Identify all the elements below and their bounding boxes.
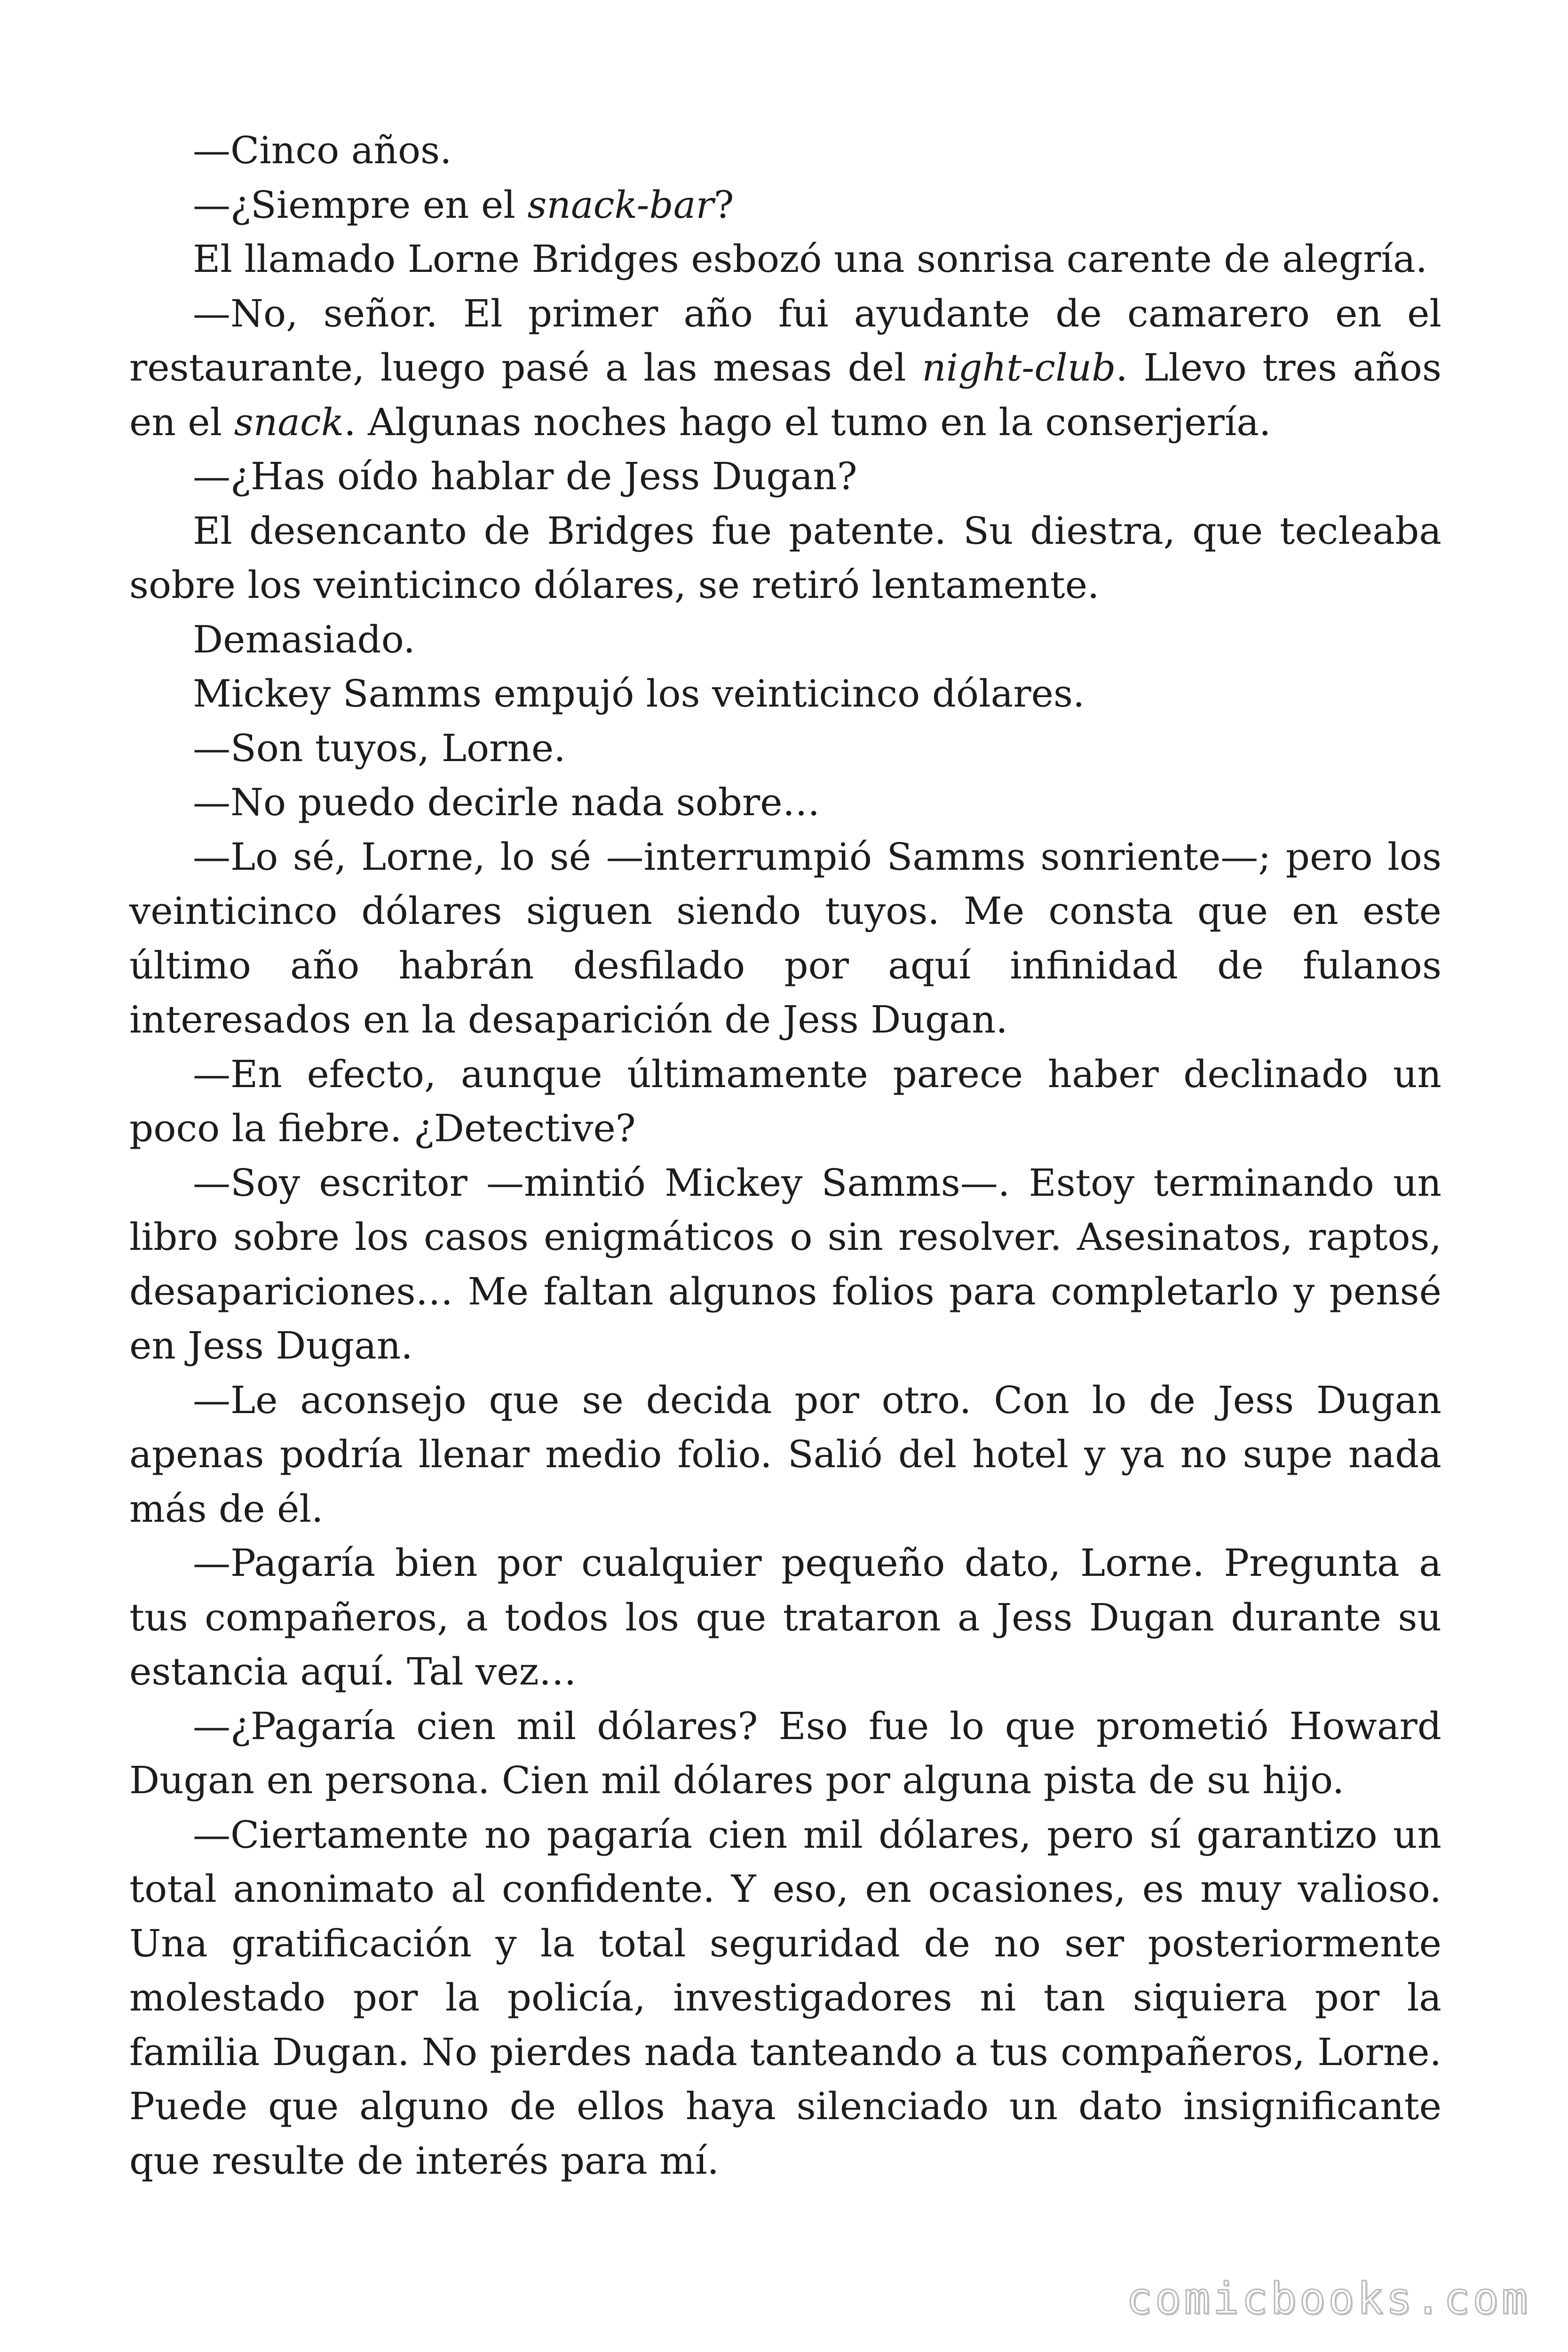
text-run: —Le aconsejo que se decida por otro. Con lo de Jess Dugan apenas podría llenar medio folio. Salió del hotel y ya no supe nada más de él. [129, 1378, 1441, 1531]
paragraph [129, 775, 1441, 830]
paragraph [129, 667, 1441, 721]
text-run: —Son tuyos, Lorne. [193, 726, 566, 770]
paragraph [129, 830, 1441, 1047]
paragraph [129, 449, 1441, 504]
text-run: —¿Pagaría cien mil dólares? Eso fue lo que prometió Howard Dugan en persona. Cien mil dólares por alguna pista de su hijo. [129, 1704, 1441, 1802]
text-run: —Soy escritor —mintió Mickey Samms—. Estoy terminando un libro sobre los casos enigmáticos o sin resolver. Asesinatos, raptos, desapariciones… Me faltan algunos folios para completarlo y pensé en Jess Dugan. [129, 1160, 1441, 1367]
paragraph [129, 123, 1441, 178]
paragraph [129, 721, 1441, 776]
text-run: Demasiado. [193, 617, 415, 661]
text-run: Mickey Samms empujó los veinticinco dólares. [193, 672, 1085, 715]
text-run: El llamado Lorne Bridges esbozó una sonrisa carente de alegría. [193, 237, 1428, 281]
paragraph [129, 1373, 1441, 1536]
text-run: —No puedo decirle nada sobre… [193, 780, 820, 824]
paragraph [129, 178, 1441, 232]
paragraph [129, 1808, 1441, 2188]
text-run: —Pagaría bien por cualquier pequeño dato, Lorne. Pregunta a tus compañeros, a todos los que trataron a Jess Dugan durante su estancia aquí. Tal vez… [129, 1541, 1441, 1693]
text-run: —Cinco años. [193, 128, 452, 172]
italic-text: snack-bar [527, 183, 714, 227]
paragraph [129, 1047, 1441, 1156]
text-run: . Llevo tres años en el [129, 346, 1441, 444]
text-run: —Ciertamente no pagaría cien mil dólares, pero sí garantizo un total anonimato al confidente. Y eso, en ocasiones, es muy valioso. Una gratificación y la total seguridad de no ser posteriormente molestado por la policía, investigadores ni tan siquiera por la familia Dugan. No pierdes nada tanteando a tus compañeros, Lorne. Puede que alguno de ellos haya silenciado un dato insignificante que resulte de interés para mí. [129, 1812, 1441, 2183]
paragraph [129, 232, 1441, 286]
paragraph [129, 1699, 1441, 1808]
page-text [129, 123, 1441, 2188]
italic-text: snack [234, 400, 344, 444]
text-run: ? [713, 183, 734, 227]
text-run: —¿Has oído hablar de Jess Dugan? [193, 454, 857, 498]
text-run: . Algunas noches hago el tumo en la conserjería. [344, 400, 1271, 444]
italic-text: night-club [922, 346, 1116, 389]
paragraph [129, 1536, 1441, 1699]
paragraph [129, 504, 1441, 612]
paragraph [129, 1156, 1441, 1373]
text-run: El desencanto de Bridges fue patente. Su diestra, que tecleaba sobre los veinticinco dólares, se retiró lentamente. [129, 509, 1441, 607]
paragraph [129, 612, 1441, 667]
text-run: —En efecto, aunque últimamente parece haber declinado un poco la fiebre. ¿Detective? [129, 1052, 1441, 1150]
text-run: —¿Siempre en el [193, 183, 528, 227]
paragraph [129, 286, 1441, 450]
text-run: —No, señor. El primer año fui ayudante de camarero en el restaurante, luego pasé a las mesas del [129, 291, 1441, 389]
text-run: —Lo sé, Lorne, lo sé —interrumpió Samms sonriente—; pero los veinticinco dólares siguen siendo tuyos. Me consta que en este último año habrán desfilado por aquí infinidad de fulanos interesados en la desaparición de Jess Dugan. [129, 834, 1441, 1041]
watermark: comicbooks.com [1126, 2273, 1530, 2324]
